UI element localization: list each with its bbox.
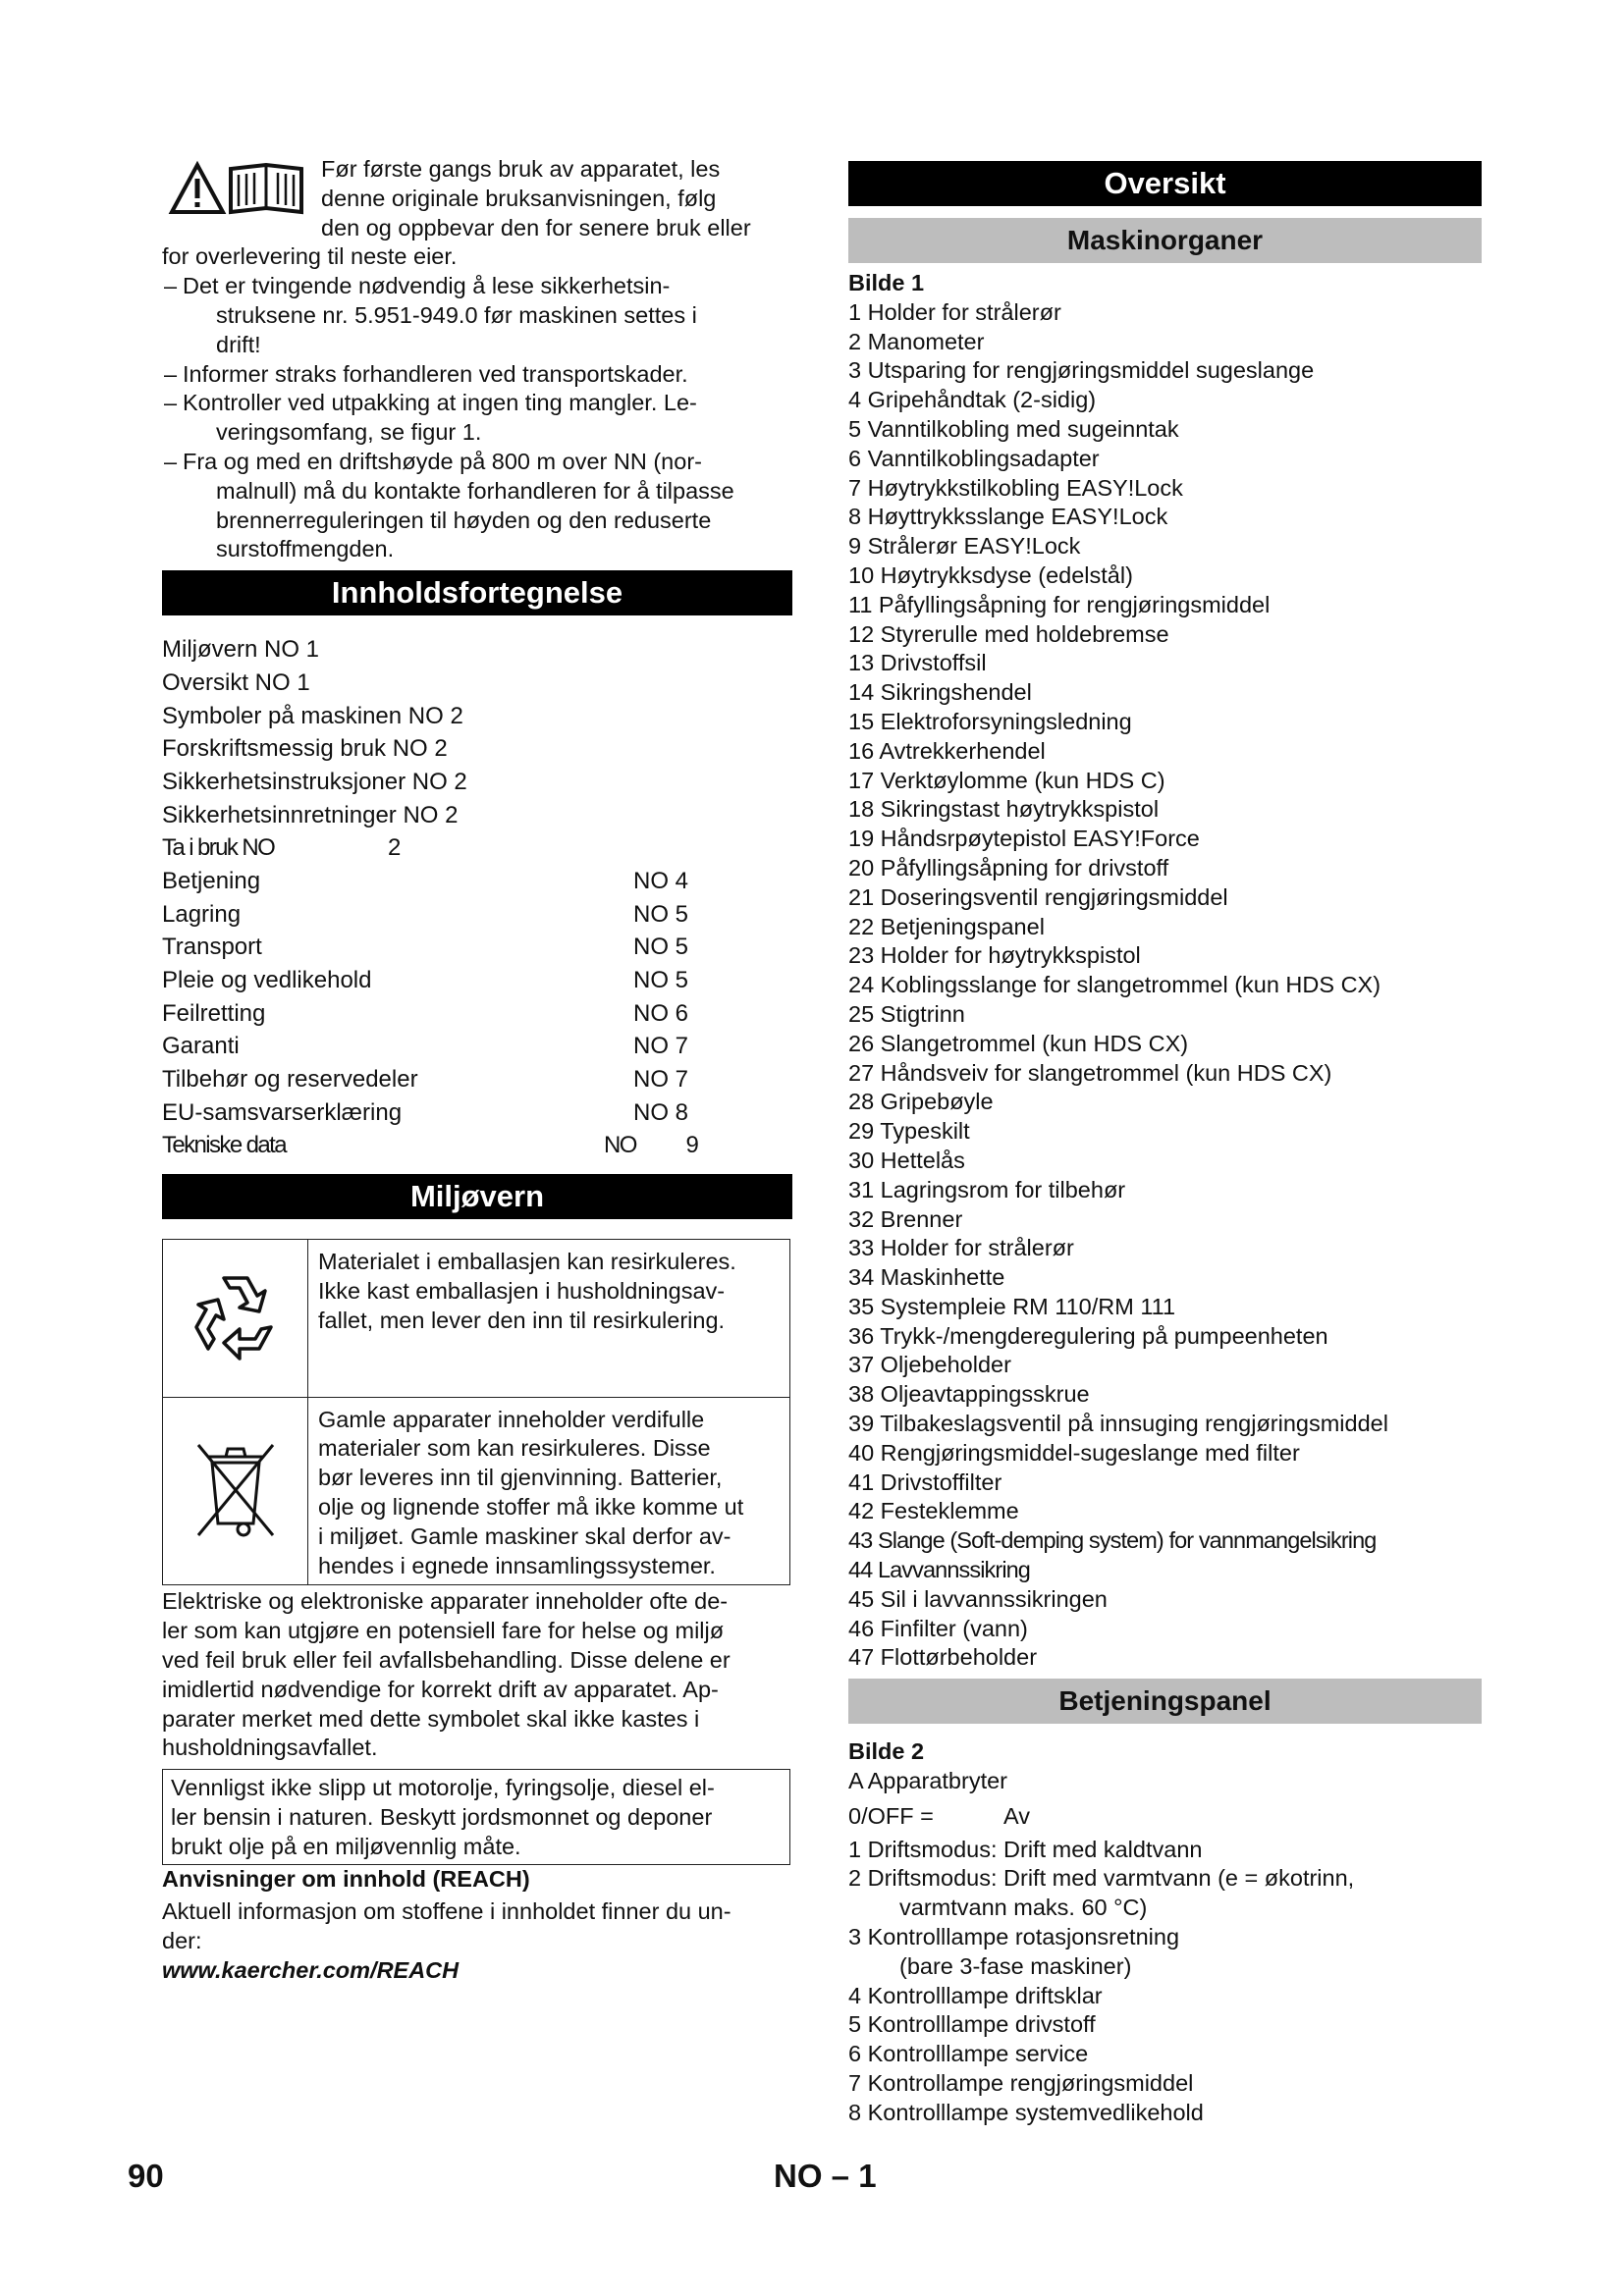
text-line: 7 Kontrollampe rengjøringsmiddel — [848, 2070, 1194, 2097]
text-line: fallet, men lever den inn til resirkulering. — [318, 1307, 726, 1333]
left-column — [162, 155, 792, 1986]
list-item: 23 Holder for høytrykkspistol — [848, 942, 1141, 969]
intro-line: den og oppbevar den for senere bruk eller — [321, 214, 751, 240]
bullet-item — [162, 272, 792, 359]
text-line: 2 Driftsmodus: Drift med varmtvann (e = økotrinn, — [848, 1865, 1355, 1892]
toc-entry-page — [633, 732, 761, 766]
list-item: 12 Styrerulle med holdebremse — [848, 620, 1169, 647]
toc-entry-title: Pleie og vedlikehold — [162, 967, 372, 994]
table-row — [163, 1240, 790, 1397]
text-line: ved feil bruk eller feil avfallsbehandling. Disse delene er — [162, 1646, 731, 1673]
toc-entry-title: Transport — [162, 934, 262, 961]
list-item: 30 Hettelås — [848, 1147, 965, 1173]
list-item: 31 Lagringsrom for tilbehør — [848, 1176, 1126, 1202]
list-item: 46 Finfilter (vann) — [848, 1615, 1028, 1641]
reach-paragraph — [162, 1897, 792, 1956]
toc-entry[interactable] — [162, 1129, 792, 1162]
list-item: 34 Maskinhette — [848, 1264, 1005, 1291]
bullet-line: veringsomfang, se figur 1. — [216, 419, 482, 446]
bullet-line: surstoffmengden. — [216, 536, 395, 562]
toc-entry[interactable] — [162, 931, 792, 964]
list-item: 35 Systempleie RM 110/RM 111 — [848, 1293, 1176, 1319]
bullet-line: Kontroller ved utpakking at ingen ting mangler. Le- — [183, 390, 697, 416]
list-item: 25 Stigtrinn — [848, 1000, 965, 1027]
intro-line: for overlevering til neste eier. — [162, 243, 458, 270]
weee-text — [308, 1397, 790, 1585]
list-item: 19 Håndsrpøytepistol EASY!Force — [848, 826, 1200, 852]
toc-entry[interactable] — [162, 766, 792, 799]
toc-entry-page — [633, 799, 761, 832]
table-row — [163, 1397, 790, 1585]
bullet-line: malnull) må du kontakte forhandleren for å tilpasse — [216, 477, 734, 504]
text-line: 5 Kontrolllampe drivstoff — [848, 2011, 1096, 2038]
list-item — [848, 2010, 1482, 2040]
warning-manual-icon — [168, 157, 313, 216]
toc-entry-page: NO 5 — [633, 900, 689, 928]
list-item: 3 Utsparing for rengjøringsmiddel sugeslange — [848, 357, 1315, 384]
list-item: 44 Lavvannssikring — [848, 1557, 1030, 1583]
toc-entry-page — [633, 700, 761, 733]
toc-entry[interactable] — [162, 1096, 792, 1130]
text-line: olje og lignende stoffer må ikke komme ut — [318, 1493, 744, 1520]
toc-entry[interactable] — [162, 898, 792, 932]
toc-entry-page: NO 7 — [633, 1033, 689, 1060]
list-item: 26 Slangetrommel (kun HDS CX) — [848, 1030, 1189, 1056]
weee-icon-cell — [163, 1397, 308, 1585]
toc-entry-title: Sikkerhetsinstruksjoner NO 2 — [162, 768, 467, 795]
figure-1-label: Bilde 1 — [848, 270, 925, 295]
list-item: 21 Doseringsventil rengjøringsmiddel — [848, 883, 1228, 910]
oil-notice-box — [162, 1769, 790, 1864]
bullet-line: Det er tvingende nødvendig å lese sikkerhetsin- — [183, 273, 671, 299]
toc-entry-title: Tilbehør og reservedeler — [162, 1066, 418, 1094]
text-line: Aktuell informasjon om stoffene i innholdet finner du un- — [162, 1898, 731, 1925]
list-item: 27 Håndsveiv for slangetrommel (kun HDS CX) — [848, 1059, 1332, 1086]
text-line: hendes i egnede innsamlingssystemer. — [318, 1552, 716, 1578]
machine-elements-list — [848, 298, 1482, 1673]
list-item: 22 Betjeningspanel — [848, 913, 1045, 939]
toc-entry[interactable] — [162, 799, 792, 832]
bullet-dash: – — [164, 448, 178, 474]
bullet-dash: – — [164, 390, 178, 416]
list-item: 37 Oljebeholder — [848, 1352, 1011, 1378]
list-item: 18 Sikringstast høytrykkspistol — [848, 796, 1160, 823]
toc-entry[interactable] — [162, 1030, 792, 1063]
list-item: 36 Trykk-/mengderegulering på pumpeenheten — [848, 1322, 1328, 1349]
list-item: 32 Brenner — [848, 1205, 963, 1232]
bullet-dash: – — [164, 273, 178, 299]
electronics-paragraph — [162, 1587, 792, 1763]
list-item: 45 Sil i lavvannssikringen — [848, 1585, 1108, 1612]
list-item: 38 Oljeavtappingsskrue — [848, 1381, 1090, 1408]
recycle-icon-cell — [163, 1240, 308, 1397]
intro-bullets — [162, 272, 792, 564]
right-column — [848, 155, 1482, 2128]
toc-entry[interactable] — [162, 964, 792, 997]
text-line: 6 Kontrolllampe service — [848, 2041, 1089, 2067]
list-item — [848, 2099, 1482, 2128]
list-item: 13 Drivstoffsil — [848, 650, 987, 676]
env-heading: Miljøvern — [162, 1174, 792, 1219]
toc-entry-title: Sikkerhetsinnretninger NO 2 — [162, 801, 459, 828]
text-line: (bare 3-fase maskiner) — [899, 1952, 1132, 1979]
list-item: 9 Strålerør EASY!Lock — [848, 533, 1081, 560]
off-position-row — [848, 1802, 1482, 1832]
toc-entry[interactable] — [162, 1063, 792, 1096]
toc-entry-title: Forskriftsmessig bruk NO 2 — [162, 735, 448, 763]
toc-entry-title: Symboler på maskinen NO 2 — [162, 702, 463, 729]
bullet-line: struksene nr. 5.951-949.0 før maskinen settes i — [216, 301, 697, 328]
text-line: imidlertid nødvendige for korrekt drift av apparatet. Ap- — [162, 1676, 719, 1702]
toc-entry[interactable] — [162, 732, 792, 766]
intro-line: denne originale bruksanvisningen, følg — [321, 185, 717, 211]
toc-entry[interactable] — [162, 633, 792, 667]
text-line: 1 Driftsmodus: Drift med kaldtvann — [848, 1836, 1203, 1862]
toc-entry[interactable] — [162, 667, 792, 700]
list-item: 2 Manometer — [848, 328, 985, 354]
list-item: 39 Tilbakeslagsventil på innsuging rengjøringsmiddel — [848, 1411, 1388, 1437]
list-item: 5 Vanntilkobling med sugeinntak — [848, 415, 1179, 442]
toc-entry-title: Feilretting — [162, 999, 266, 1027]
text-line: ler bensin i naturen. Beskytt jordsmonnet og deponer — [171, 1803, 713, 1830]
section-page-label: NO – 1 — [774, 2158, 877, 2194]
toc-entry-page: 2 — [388, 834, 402, 862]
list-item: 16 Avtrekkerhendel — [848, 737, 1046, 764]
list-item: 33 Holder for strålerør — [848, 1235, 1074, 1261]
list-item — [848, 1982, 1482, 2011]
list-item: 40 Rengjøringsmiddel-sugeslange med filter — [848, 1439, 1300, 1466]
reach-heading: Anvisninger om innhold (REACH) — [162, 1865, 530, 1892]
reach-link[interactable]: www.kaercher.com/REACH — [162, 1956, 460, 1983]
list-item — [848, 2040, 1482, 2069]
list-item: 20 Påfyllingsåpning for drivstoff — [848, 854, 1169, 881]
toc-entry-page: NO 9 — [604, 1132, 698, 1159]
text-line: i miljøet. Gamle maskiner skal derfor av- — [318, 1522, 731, 1549]
list-item: 17 Verktøylomme (kun HDS C) — [848, 767, 1165, 793]
text-line: brukt olje på en miljøvennlig måte. — [171, 1833, 521, 1859]
text-line: materialer som kan resirkuleres. Disse — [318, 1435, 711, 1462]
toc-entry-title: Betjening — [162, 867, 261, 894]
list-item: 11 Påfyllingsåpning for rengjøringsmiddel — [848, 591, 1271, 617]
intro-line: Før første gangs bruk av apparatet, les — [321, 156, 721, 182]
toc-entry-page — [633, 667, 761, 700]
text-line: varmtvann maks. 60 °C) — [899, 1895, 1148, 1921]
list-item: 10 Høytrykksdyse (edelstål) — [848, 561, 1133, 588]
list-item: 24 Koblingsslange for slangetrommel (kun HDS CX) — [848, 972, 1381, 998]
list-item — [848, 1864, 1482, 1923]
machine-elements-heading: Maskinorganer — [848, 218, 1482, 263]
toc-entry[interactable] — [162, 865, 792, 898]
toc-entry-title: Miljøvern NO 1 — [162, 636, 320, 664]
text-line: Elektriske og elektroniske apparater inneholder ofte de- — [162, 1588, 729, 1615]
toc-entry-page — [633, 633, 761, 667]
toc-entry[interactable] — [162, 997, 792, 1031]
toc-entry-page — [633, 766, 761, 799]
toc-entry-page: NO 7 — [633, 1066, 689, 1094]
list-item: 41 Drivstoffilter — [848, 1468, 1002, 1495]
text-line: parater merket med dette symbolet skal ikke kastes i — [162, 1705, 700, 1732]
list-item: 4 Gripehåndtak (2-sidig) — [848, 387, 1097, 413]
toc-entry-title: EU-samsvarserklæring — [162, 1098, 403, 1126]
toc-entry-title: Tekniske data — [162, 1132, 286, 1159]
toc-entry[interactable] — [162, 831, 792, 865]
toc-entry-title: Lagring — [162, 900, 242, 928]
intro-paragraph — [162, 155, 792, 272]
list-item — [848, 1923, 1482, 1982]
toc-entry-title: Oversikt NO 1 — [162, 668, 310, 696]
env-symbol-table — [162, 1239, 790, 1585]
list-item: 7 Høytrykkstilkobling EASY!Lock — [848, 474, 1183, 501]
bullet-dash: – — [164, 360, 178, 387]
bullet-item — [162, 448, 792, 564]
text-line: bør leveres inn til gjenvinning. Batterier, — [318, 1465, 723, 1491]
recycle-icon — [187, 1266, 285, 1364]
list-item: 47 Flottørbeholder — [848, 1644, 1038, 1671]
text-line: 3 Kontrolllampe rotasjonsretning — [848, 1924, 1180, 1950]
text-line: 8 Kontrolllampe systemvedlikehold — [848, 2099, 1204, 2125]
toc-entry-page: NO 5 — [633, 934, 689, 961]
list-item — [848, 2069, 1482, 2099]
text-line: ler som kan utgjøre en potensiell fare for helse og miljø — [162, 1618, 725, 1644]
bullet-item — [162, 389, 792, 448]
text-line: der: — [162, 1928, 202, 1954]
list-item — [848, 1836, 1482, 1865]
toc-entry-title: Ta i bruk NO — [162, 834, 275, 862]
list-item: 1 Holder for strålerør — [848, 298, 1061, 325]
text-line: Materialet i emballasjen kan resirkuleres. — [318, 1249, 736, 1275]
list-item: 42 Festeklemme — [848, 1498, 1019, 1524]
text-line: 4 Kontrolllampe driftsklar — [848, 1982, 1103, 2008]
bullet-item — [162, 360, 792, 390]
crossed-bin-icon — [187, 1429, 285, 1547]
bullet-line: Fra og med en driftshøyde på 800 m over NN (nor- — [183, 448, 702, 474]
device-switch-item: A Apparatbryter — [848, 1768, 1007, 1794]
figure-2-label: Bilde 2 — [848, 1738, 925, 1765]
list-item: 6 Vanntilkoblingsadapter — [848, 445, 1100, 471]
text-line: Ikke kast emballasjen i husholdningsav- — [318, 1277, 726, 1304]
toc-entry-page: NO 6 — [633, 999, 689, 1027]
list-item: 14 Sikringshendel — [848, 679, 1032, 706]
control-panel-list — [848, 1836, 1482, 2128]
toc-entry[interactable] — [162, 700, 792, 733]
page-number: 90 — [128, 2158, 164, 2194]
bullet-line: Informer straks forhandleren ved transportskader. — [183, 360, 688, 387]
list-item: 8 Høyttrykksslange EASY!Lock — [848, 504, 1168, 530]
text-line: husholdningsavfallet. — [162, 1735, 378, 1761]
table-of-contents — [162, 633, 792, 1162]
list-item: 29 Typeskilt — [848, 1118, 970, 1145]
text-line: Gamle apparater inneholder verdifulle — [318, 1406, 705, 1432]
toc-entry-title: Garanti — [162, 1033, 240, 1060]
toc-heading: Innholdsfortegnelse — [162, 570, 792, 615]
off-value: Av — [1003, 1802, 1030, 1829]
off-label: 0/OFF = — [848, 1802, 934, 1829]
overview-heading: Oversikt — [848, 161, 1482, 206]
list-item: 43 Slange (Soft-demping system) for vannmangelsikring — [848, 1527, 1377, 1554]
list-item: 15 Elektroforsyningsledning — [848, 708, 1132, 734]
toc-entry-page: NO 4 — [633, 867, 689, 894]
text-line: Vennligst ikke slipp ut motorolje, fyringsolje, diesel el- — [171, 1775, 715, 1801]
control-panel-heading: Betjeningspanel — [848, 1679, 1482, 1724]
bullet-line: brennerreguleringen til høyden og den reduserte — [216, 507, 712, 533]
recycle-text — [308, 1240, 790, 1397]
toc-entry-page: NO 5 — [633, 967, 689, 994]
list-item: 28 Gripebøyle — [848, 1089, 994, 1115]
bullet-line: drift! — [216, 331, 261, 357]
toc-entry-page: NO 8 — [633, 1098, 689, 1126]
